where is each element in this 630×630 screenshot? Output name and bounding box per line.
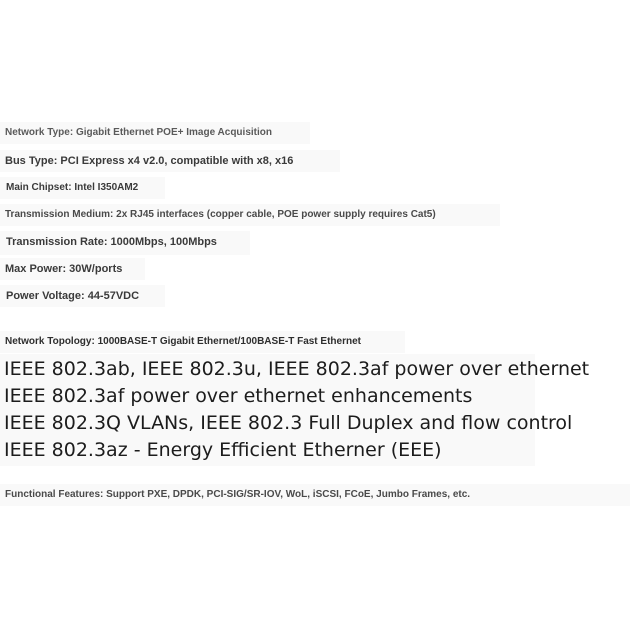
main-chipset-text: Main Chipset: Intel I350AM2 (6, 182, 139, 193)
standard-line-2: IEEE 802.3af power over ethernet enhancements (4, 385, 473, 407)
standard-line-3: IEEE 802.3Q VLANs, IEEE 802.3 Full Duplex and flow control (4, 412, 573, 434)
bus-type-text: Bus Type: PCI Express x4 v2.0, compatible with x8, x16 (5, 155, 294, 167)
network-type-text: Network Type: Gigabit Ethernet POE+ Image Acquisition (5, 127, 272, 138)
transmission-medium-text: Transmission Medium: 2x RJ45 interfaces (copper cable, POE power supply requires Cat5) (5, 209, 436, 220)
power-voltage-text: Power Voltage: 44-57VDC (6, 290, 140, 302)
standard-line-4: IEEE 802.3az - Energy Efficient Etherner (EEE) (4, 439, 442, 461)
max-power-text: Max Power: 30W/ports (5, 263, 123, 275)
standard-line-1: IEEE 802.3ab, IEEE 802.3u, IEEE 802.3af power over ethernet (4, 358, 590, 380)
transmission-rate-text: Transmission Rate: 1000Mbps, 100Mbps (6, 236, 217, 248)
network-topology-text: Network Topology: 1000BASE-T Gigabit Ethernet/100BASE-T Fast Ethernet (5, 336, 361, 347)
functional-features-text: Functional Features: Support PXE, DPDK, PCI-SIG/SR-IOV, WoL, iSCSI, FCoE, Jumbo Frames, etc. (5, 489, 471, 500)
